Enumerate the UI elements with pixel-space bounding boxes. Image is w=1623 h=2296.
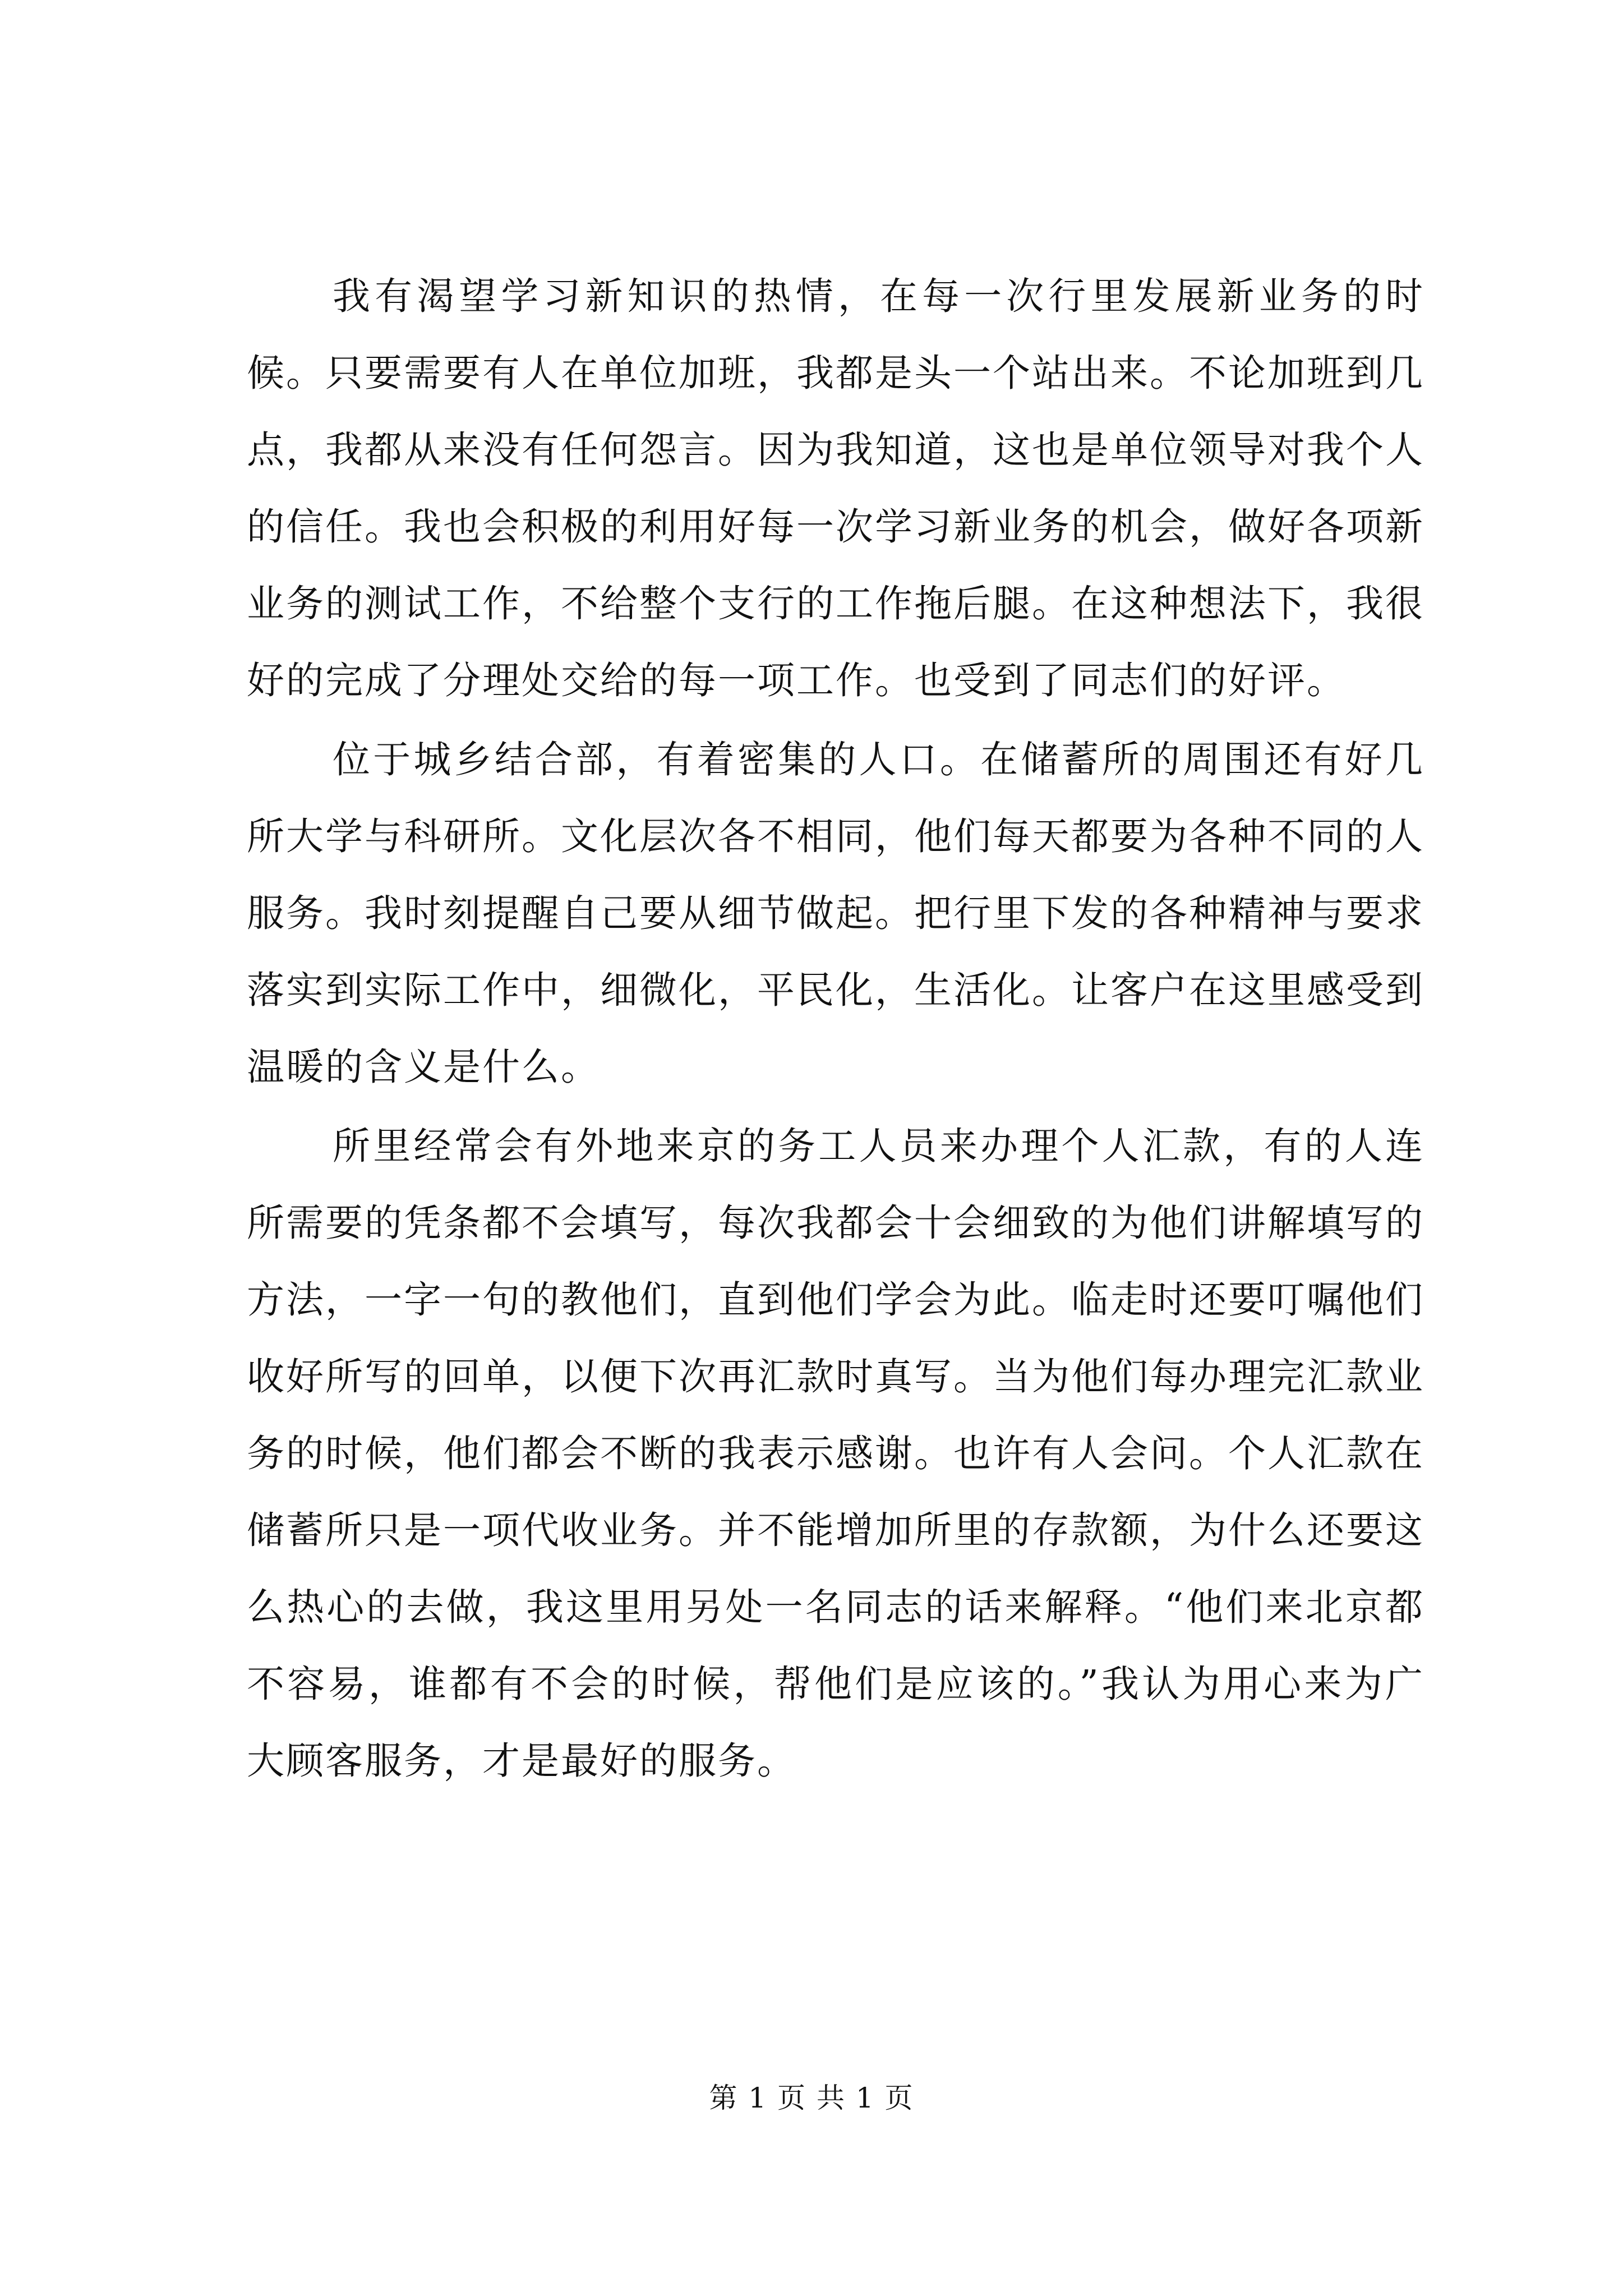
page-footer <box>0 2078 1623 2118</box>
paragraph-1: 我有渴望学习新知识的热情，在每一次行里发展新业务的时候。只要需要有人在单位加班，我都是头一个站出来。不论加班到几点，我都从来没有任何怨言。因为我知道，这也是单位领导对我个人的信任。我也会积极的利用好每一次学习新业务的机会，做好各项新业务的测试工作，不给整个支行的工作拖后腿。在这种想法下，我很好的完成了分理处交给的每一项工作。也受到了同志们的好评。 <box>247 274 1424 702</box>
document-body <box>247 258 1424 1802</box>
page-number-label: 第 1 页 共 1 页 <box>709 2082 914 2114</box>
paragraph-2: 位于城乡结合部，有着密集的人口。在储蓄所的周围还有好几所大学与科研所。文化层次各不相同，他们每天都要为各种不同的人服务。我时刻提醒自己要从细节做起。把行里下发的各种精神与要求落实到实际工作中，细微化，平民化，生活化。让客户在这里感受到温暖的含义是什么。 <box>247 738 1424 1089</box>
paragraph-3: 所里经常会有外地来京的务工人员来办理个人汇款，有的人连所需要的凭条都不会填写，每次我都会十会细致的为他们讲解填写的方法，一字一句的教他们，直到他们学会为此。临走时还要叮嘱他们收好所写的回单，以便下次再汇款时真写。当为他们每办理完汇款业务的时候，他们都会不断的我表示感谢。也许有人会问。个人汇款在储蓄所只是一项代收业务。并不能增加所里的存款额，为什么还要这么热心的去做，我这里用另处一名同志的话来解释。“他们来北京都不容易，谁都有不会的时候，帮他们是应该的。”我认为用心来为广大顾客服务，才是最好的服务。 <box>247 1124 1424 1783</box>
